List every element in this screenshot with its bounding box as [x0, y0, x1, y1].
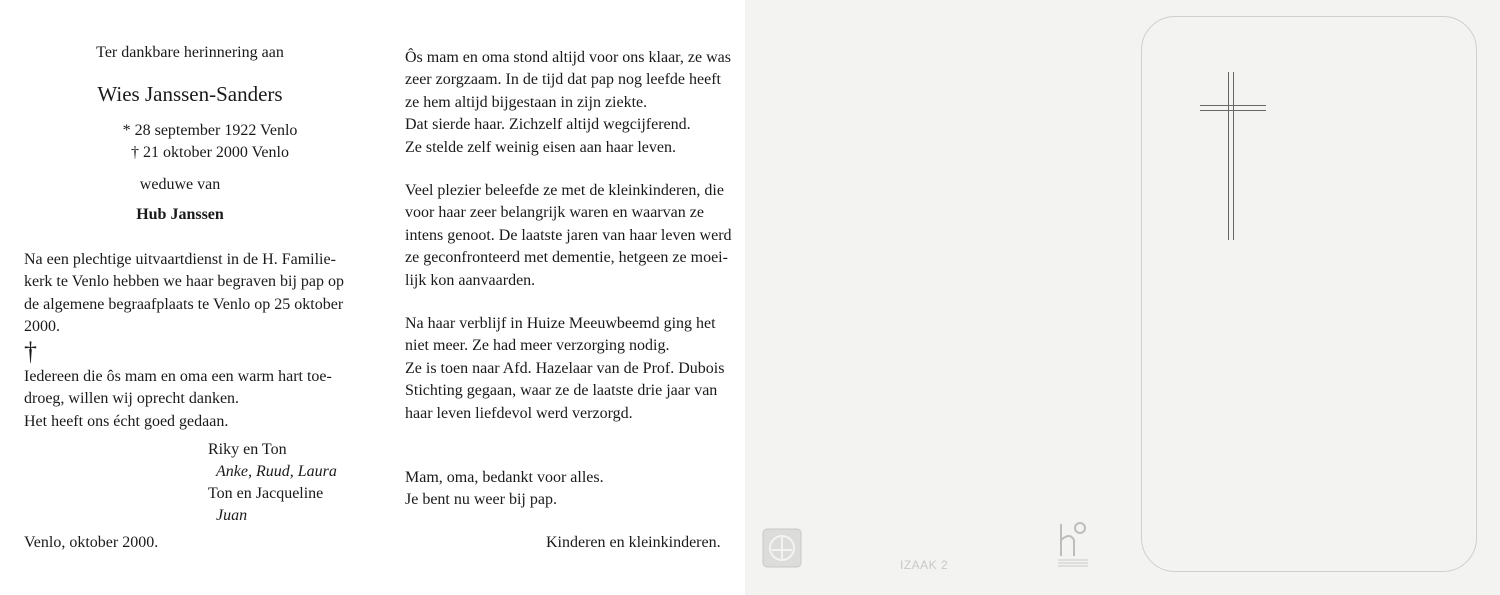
family-children-2: Juan — [216, 507, 248, 524]
intro-text: Ter dankbare herinnering aan — [96, 44, 284, 61]
memory-line: Ze stelde zelf weinig eisen aan haar leven. — [405, 138, 676, 156]
birth-date: * 28 september 1922 Venlo — [122, 122, 298, 139]
place-date: Venlo, oktober 2000. — [24, 534, 159, 551]
memory-line: Veel plezier beleefde ze met de kleinkinderen, die — [405, 182, 724, 199]
memory-line: Ze is toen naar Afd. Hazelaar van de Prof. Dubois — [405, 359, 725, 377]
closing-line: Mam, oma, bedankt voor alles. — [405, 469, 604, 486]
funeral-paragraph — [24, 249, 344, 339]
memory-line: ze hem altijd bijgestaan in zijn ziekte. — [405, 93, 648, 111]
widow-of-label: weduwe van — [139, 176, 221, 193]
thanks-line: droeg, willen wij oprecht danken. — [24, 390, 240, 408]
memory-line: voor haar zeer belangrijk waren en waarvan ze — [405, 204, 704, 222]
publisher-logo-icon — [1056, 520, 1090, 568]
memory-line: Na haar verblijf in Huize Meeuwbeemd ging het — [405, 315, 716, 332]
memory-line: Dat sierde haar. Zichzelf altijd wegcijferend. — [405, 116, 691, 134]
memory-line: intens genoot. De laatste jaren van haar leven werd — [405, 226, 732, 244]
memory-line: haar leven liefdevol werd verzorgd. — [405, 404, 633, 422]
memory-line: lijk kon aanvaarden. — [405, 271, 536, 289]
card-front-frame — [1141, 16, 1477, 572]
closing-line: Je bent nu weer bij pap. — [405, 491, 557, 509]
funeral-line: Na een plechtige uitvaartdienst in de H. Familie- — [24, 251, 336, 268]
family-children-1: Anke, Ruud, Laura — [216, 463, 337, 480]
memory-line: Stichting gegaan, waar ze de laatste drie jaar van — [405, 382, 718, 400]
death-date: † 21 oktober 2000 Venlo — [131, 144, 289, 161]
family-couple-2: Ton en Jacqueline — [208, 485, 324, 502]
thanks-paragraph — [24, 366, 332, 433]
memory-paragraph-2 — [405, 180, 732, 292]
print-code: IZAAK 2 — [900, 558, 949, 572]
memory-line: niet meer. Ze had meer verzorging nodig. — [405, 337, 670, 355]
husband-name: Hub Janssen — [136, 206, 224, 223]
cross-icon — [1198, 72, 1268, 242]
closing-paragraph — [405, 467, 604, 512]
funeral-line: 2000. — [24, 318, 60, 336]
memory-paragraph-1 — [405, 47, 731, 159]
memory-line: ze geconfronteerd met dementie, hetgeen ze moei- — [405, 249, 728, 267]
printer-logo-icon — [762, 528, 802, 568]
memory-line: zeer zorgzaam. In de tijd dat pap nog leefde heeft — [405, 71, 721, 89]
funeral-line: kerk te Venlo hebben we haar begraven bij pap op — [24, 273, 345, 291]
memory-line: Ôs mam en oma stond altijd voor ons klaar, ze was — [405, 49, 731, 66]
deceased-name: Wies Janssen-Sanders — [97, 82, 283, 106]
thanks-line: Iedereen die ôs mam en oma een warm hart toe- — [24, 368, 332, 385]
small-cross-symbol: † — [24, 337, 37, 366]
thanks-line: Het heeft ons écht goed gedaan. — [24, 412, 229, 430]
family-couple-1: Riky en Ton — [208, 441, 287, 458]
funeral-line: de algemene begraafplaats te Venlo op 25 oktober — [24, 295, 344, 313]
memory-paragraph-3 — [405, 313, 724, 425]
signature: Kinderen en kleinkinderen. — [546, 534, 721, 551]
